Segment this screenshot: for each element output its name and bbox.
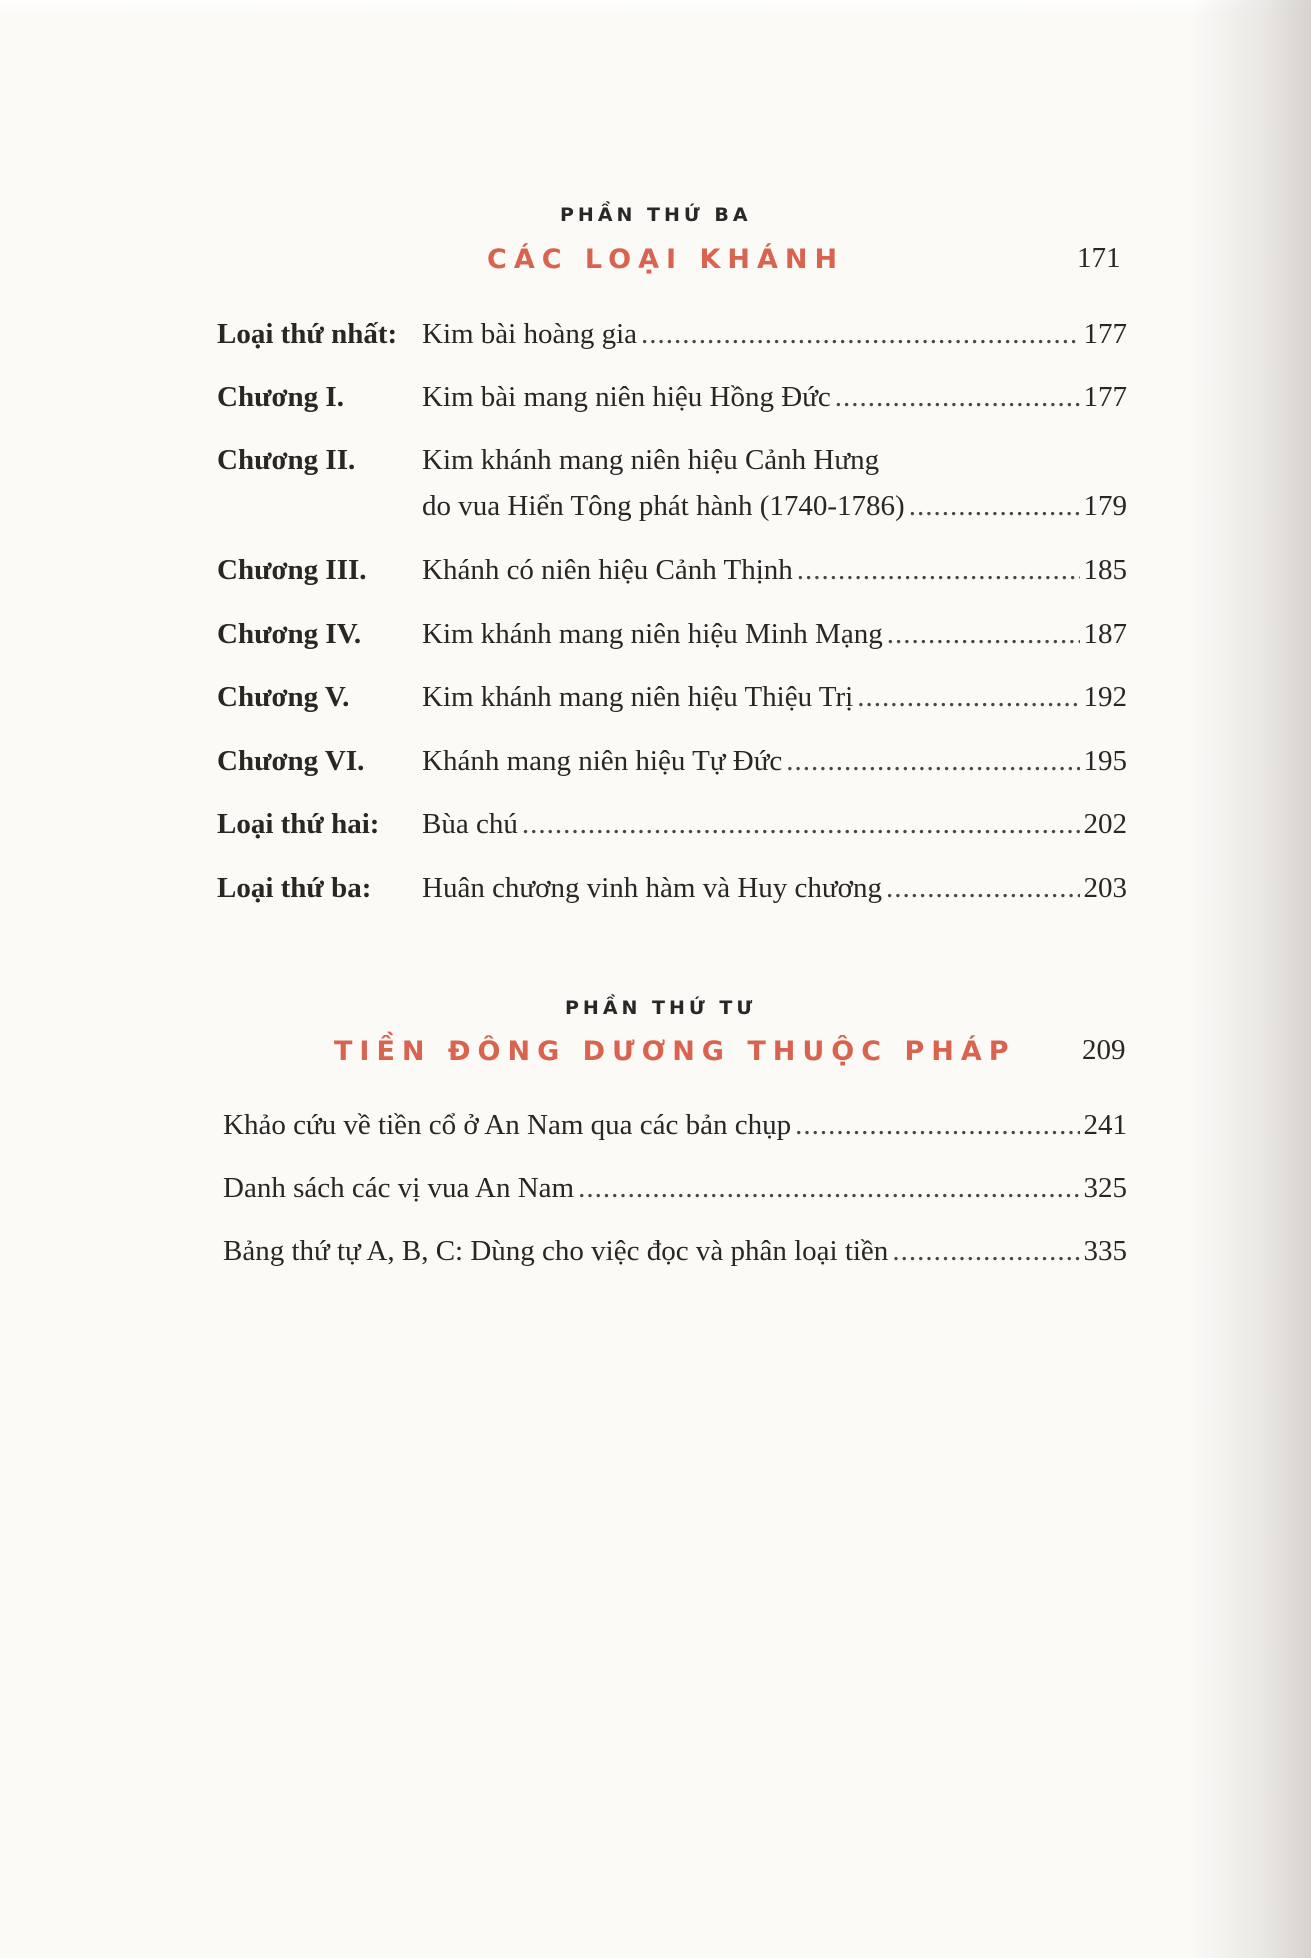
- toc-row-page: 187: [1083, 618, 1127, 650]
- toc-row-label: Chương V.: [217, 681, 350, 713]
- toc-row-label: Chương IV.: [217, 618, 362, 650]
- toc-row[interactable]: [217, 438, 1127, 528]
- dot-leader: [786, 739, 1079, 783]
- toc-row-title: Khảo cứu về tiền cổ ở An Nam qua các bản chụp: [223, 1109, 792, 1141]
- toc-row-title: do vua Hiển Tông phát hành (1740-1786): [422, 490, 905, 522]
- dot-leader: [892, 1229, 1079, 1273]
- toc-row-page: 241: [1083, 1109, 1127, 1141]
- toc-row-page: 202: [1083, 808, 1127, 840]
- dot-leader: [857, 675, 1079, 719]
- toc-row-title: Kim bài mang niên hiệu Hồng Đức: [422, 381, 831, 413]
- page-top-edge: [0, 0, 1311, 14]
- toc-row[interactable]: [217, 1166, 1127, 1210]
- part3-title: CÁC LOẠI KHÁNH: [487, 244, 845, 275]
- toc-row-page: 203: [1083, 872, 1127, 904]
- toc-row-label: Chương I.: [217, 381, 344, 413]
- toc-row[interactable]: [217, 612, 1127, 656]
- toc-row-label: Loại thứ nhất:: [217, 318, 398, 350]
- toc-row-title: Kim khánh mang niên hiệu Minh Mạng: [422, 618, 883, 650]
- toc-row[interactable]: [217, 802, 1127, 846]
- toc-row[interactable]: [217, 375, 1127, 419]
- dot-leader: [795, 1103, 1079, 1147]
- toc-row[interactable]: [217, 1229, 1127, 1273]
- toc-row[interactable]: [217, 739, 1127, 783]
- dot-leader: [522, 802, 1080, 846]
- toc-row-page: 177: [1083, 318, 1127, 350]
- part4-label: PHẦN THỨ TƯ: [565, 997, 757, 1019]
- toc-row-title: Danh sách các vị vua An Nam: [223, 1172, 575, 1204]
- toc-row-title-line1: Kim khánh mang niên hiệu Cảnh Hưng: [422, 444, 880, 476]
- dot-leader: [909, 484, 1080, 528]
- toc-row[interactable]: [217, 675, 1127, 719]
- toc-row-title: Khánh có niên hiệu Cảnh Thịnh: [422, 554, 793, 586]
- toc-row-label: Loại thứ hai:: [217, 808, 380, 840]
- part3-label: PHẦN THỨ BA: [560, 204, 752, 226]
- dot-leader: [797, 548, 1080, 592]
- dot-leader: [886, 866, 1080, 910]
- toc-row-label: Chương VI.: [217, 745, 365, 777]
- toc-row-page: 335: [1083, 1235, 1127, 1267]
- toc-row-title: Bùa chú: [422, 808, 518, 840]
- toc-row-page: 192: [1083, 681, 1127, 713]
- toc-row-title: Kim khánh mang niên hiệu Thiệu Trị: [422, 681, 854, 713]
- dot-leader: [887, 612, 1080, 656]
- toc-row-page: 177: [1083, 381, 1127, 413]
- dot-leader: [578, 1166, 1079, 1210]
- part3-page: 171: [1077, 242, 1121, 274]
- part4-title: TIỀN ĐÔNG DƯƠNG THUỘC PHÁP: [334, 1036, 1016, 1067]
- toc-row-page: 179: [1083, 490, 1127, 522]
- toc-row-label: Chương III.: [217, 554, 367, 586]
- dot-leader: [641, 312, 1079, 356]
- toc-row-title: Huân chương vinh hàm và Huy chương: [422, 872, 882, 904]
- dot-leader: [835, 375, 1080, 419]
- page-gutter-shadow: [1191, 0, 1311, 1958]
- toc-row-title: Khánh mang niên hiệu Tự Đức: [422, 745, 783, 777]
- toc-row-page: 185: [1083, 554, 1127, 586]
- toc-row-page: 195: [1083, 745, 1127, 777]
- toc-row[interactable]: [217, 312, 1127, 356]
- toc-row[interactable]: [217, 548, 1127, 592]
- toc-row-title: Kim bài hoàng gia: [422, 318, 638, 350]
- part4-page: 209: [1082, 1034, 1126, 1066]
- toc-row-page: 325: [1083, 1172, 1127, 1204]
- toc-row[interactable]: [217, 866, 1127, 910]
- toc-row-title: Bảng thứ tự A, B, C: Dùng cho việc đọc và phân loại tiền: [223, 1235, 889, 1267]
- toc-row-label: Loại thứ ba:: [217, 872, 372, 904]
- toc-row[interactable]: [217, 1103, 1127, 1147]
- toc-row-label: Chương II.: [217, 444, 356, 476]
